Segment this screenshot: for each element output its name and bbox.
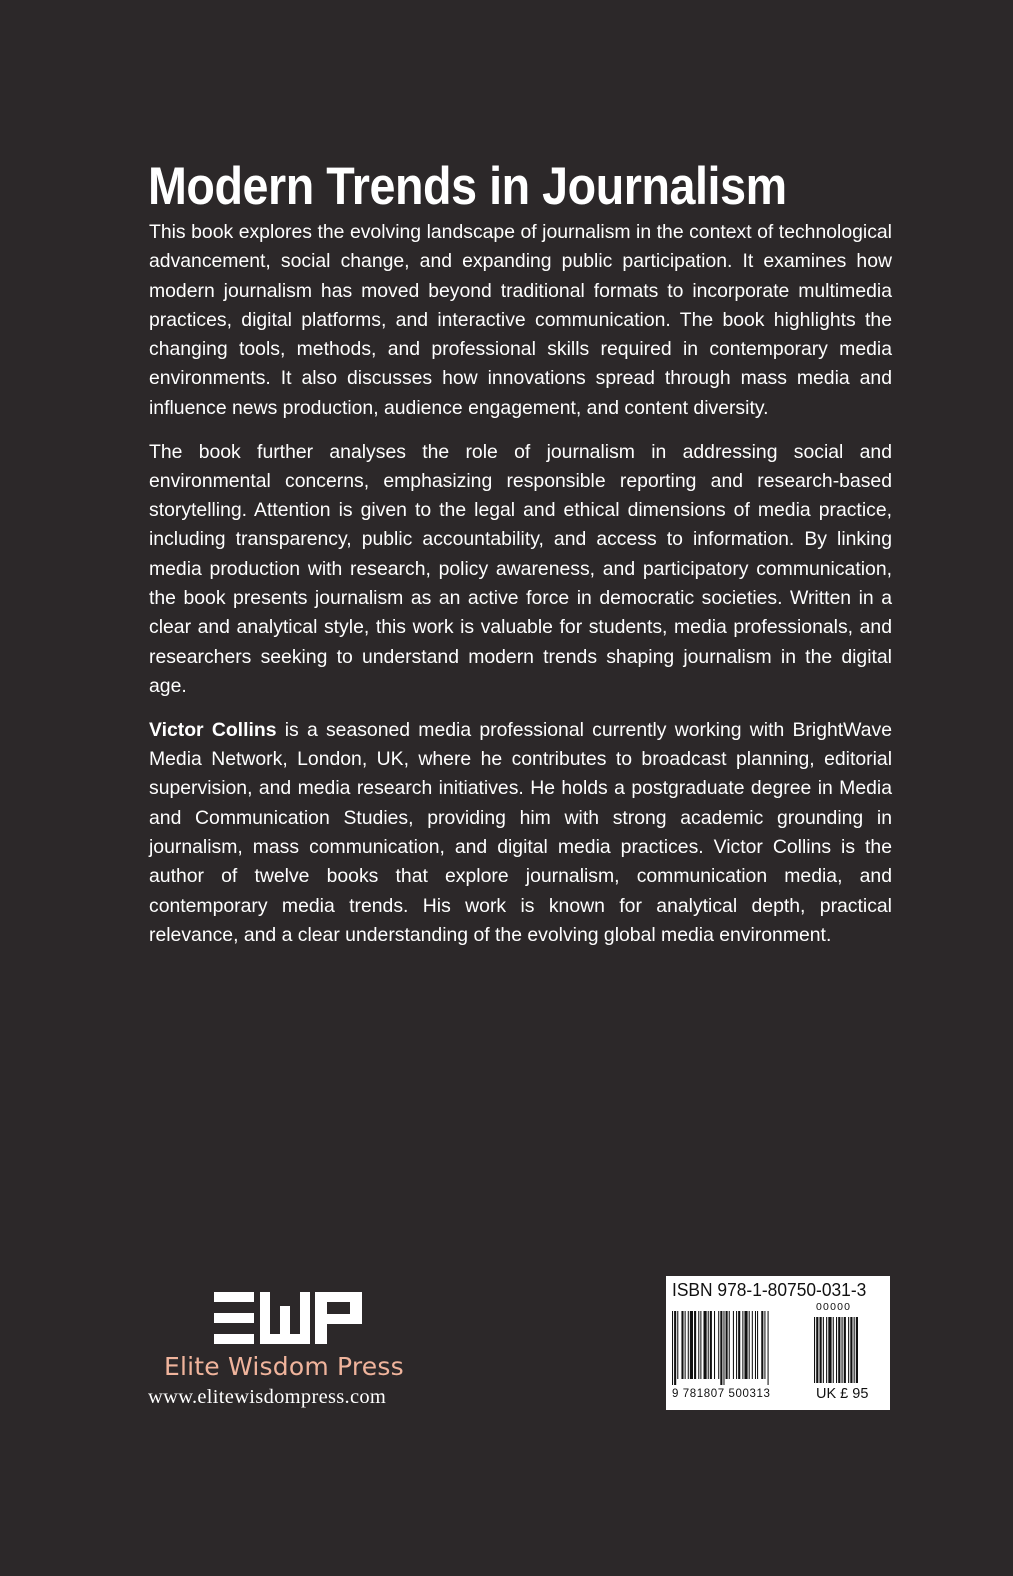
barcode-bar xyxy=(700,1311,701,1379)
barcode-bar xyxy=(708,1311,709,1379)
barcode-bar xyxy=(714,1311,715,1379)
barcode-bar xyxy=(677,1311,678,1379)
price-label: UK £ 95 xyxy=(816,1386,869,1402)
barcode-bar xyxy=(681,1311,683,1379)
barcode-bar xyxy=(736,1311,737,1379)
barcode-addon-bar xyxy=(844,1317,846,1383)
barcode-bar xyxy=(744,1311,747,1379)
barcode-addon-digits: 00000 xyxy=(816,1301,852,1313)
barcode-addon-bar xyxy=(814,1317,815,1383)
barcode-bar xyxy=(704,1311,707,1379)
barcode-bar xyxy=(742,1311,743,1379)
barcode-bar xyxy=(764,1311,765,1379)
barcode-bar xyxy=(674,1311,676,1385)
barcode-addon-bar xyxy=(823,1317,824,1383)
barcode-bar xyxy=(710,1311,712,1379)
barcode-addon-bar xyxy=(848,1317,849,1383)
barcode-addon-bar xyxy=(838,1317,840,1383)
isbn-label: ISBN 978-1-80750-031-3 xyxy=(672,1279,867,1300)
barcode-bar xyxy=(738,1311,740,1379)
barcode-bar xyxy=(768,1311,769,1385)
barcode-addon-bar xyxy=(854,1317,855,1383)
publisher-name: Elite Wisdom Press xyxy=(164,1352,404,1381)
barcode-addon-bar xyxy=(850,1317,852,1383)
barcode-addon-bar xyxy=(828,1317,831,1383)
barcode-bar xyxy=(720,1311,722,1385)
barcode-bar xyxy=(752,1311,753,1379)
barcode-bar xyxy=(729,1311,730,1379)
barcode-bar xyxy=(690,1311,693,1379)
barcode-addon-bar xyxy=(816,1317,818,1383)
barcode-addon-bar xyxy=(833,1317,834,1383)
author-bio xyxy=(149,716,892,950)
barcode-bar xyxy=(694,1311,696,1379)
barcode-bar xyxy=(698,1311,699,1379)
barcode-bars xyxy=(672,1311,884,1389)
barcode-bar xyxy=(685,1311,686,1379)
barcode-bar xyxy=(757,1311,758,1379)
isbn-barcode xyxy=(666,1276,890,1410)
back-cover-blurb xyxy=(149,218,892,965)
barcode-bar xyxy=(672,1311,673,1385)
barcode-bar xyxy=(755,1311,756,1379)
barcode-bar xyxy=(726,1311,728,1379)
barcode-addon-bar xyxy=(826,1317,827,1383)
blurb-paragraph-2: The book further analyses the role of journalism in addressing social and environmental concerns, emphasizing responsible reporting and research-based storytelling. Attention is given to the legal and ethical dimensions of media practice, including transparency, public accountability, and access to information. By linking media production with research, policy awareness, and participatory communication, the book presents journalism as an active force in democratic societies. Written in a clear and analytical style, this work is valuable for students, media professionals, and researchers seeking to understand modern trends shaping journalism in the digital age. xyxy=(149,440,892,697)
barcode-addon-bar xyxy=(820,1317,822,1383)
publisher-logo xyxy=(214,1292,362,1344)
barcode-bar xyxy=(749,1311,750,1379)
blurb-paragraph-1: This book explores the evolving landscape of journalism in the context of technological advancement, social change, and expanding public participation. It examines how modern journalism has moved beyond traditional formats to incorporate multimedia practices, digital platforms, and interactive communication. The book highlights the changing tools, methods, and professional skills required in contemporary media environments. It also discusses how innovations spread through mass media and influence news production, audience engagement, and content diversity. xyxy=(149,221,892,419)
author-name: Victor Collins xyxy=(149,718,277,741)
barcode-bar xyxy=(761,1311,763,1379)
barcode-bar xyxy=(733,1311,734,1379)
barcode-addon-bar xyxy=(856,1317,858,1383)
publisher-url: www.elitewisdompress.com xyxy=(148,1386,387,1408)
publisher-block xyxy=(148,1292,438,1409)
barcode-bar xyxy=(723,1311,724,1385)
barcode-digits: 9 781807 500313 xyxy=(672,1388,771,1400)
barcode-addon-bar xyxy=(842,1317,843,1383)
book-title: Modern Trends in Journalism xyxy=(148,157,787,216)
author-bio-text: is a seasoned media professional currently working with BrightWave Media Network, London, UK, where he contributes to broadcast planning, editorial supervision, and media research initiatives. He holds a postgraduate degree in Media and Communication Studies, providing him with strong academic grounding in journalism, mass communication, and digital media practices. Victor Collins is the author of twelve books that explore journalism, communication media, and contemporary media trends. His work is known for analytical depth, practical relevance, and a clear understanding of the evolving global media environment. xyxy=(149,718,892,946)
barcode-addon-bar xyxy=(836,1317,837,1383)
barcode-bar xyxy=(688,1311,689,1379)
barcode-bar xyxy=(718,1311,719,1379)
